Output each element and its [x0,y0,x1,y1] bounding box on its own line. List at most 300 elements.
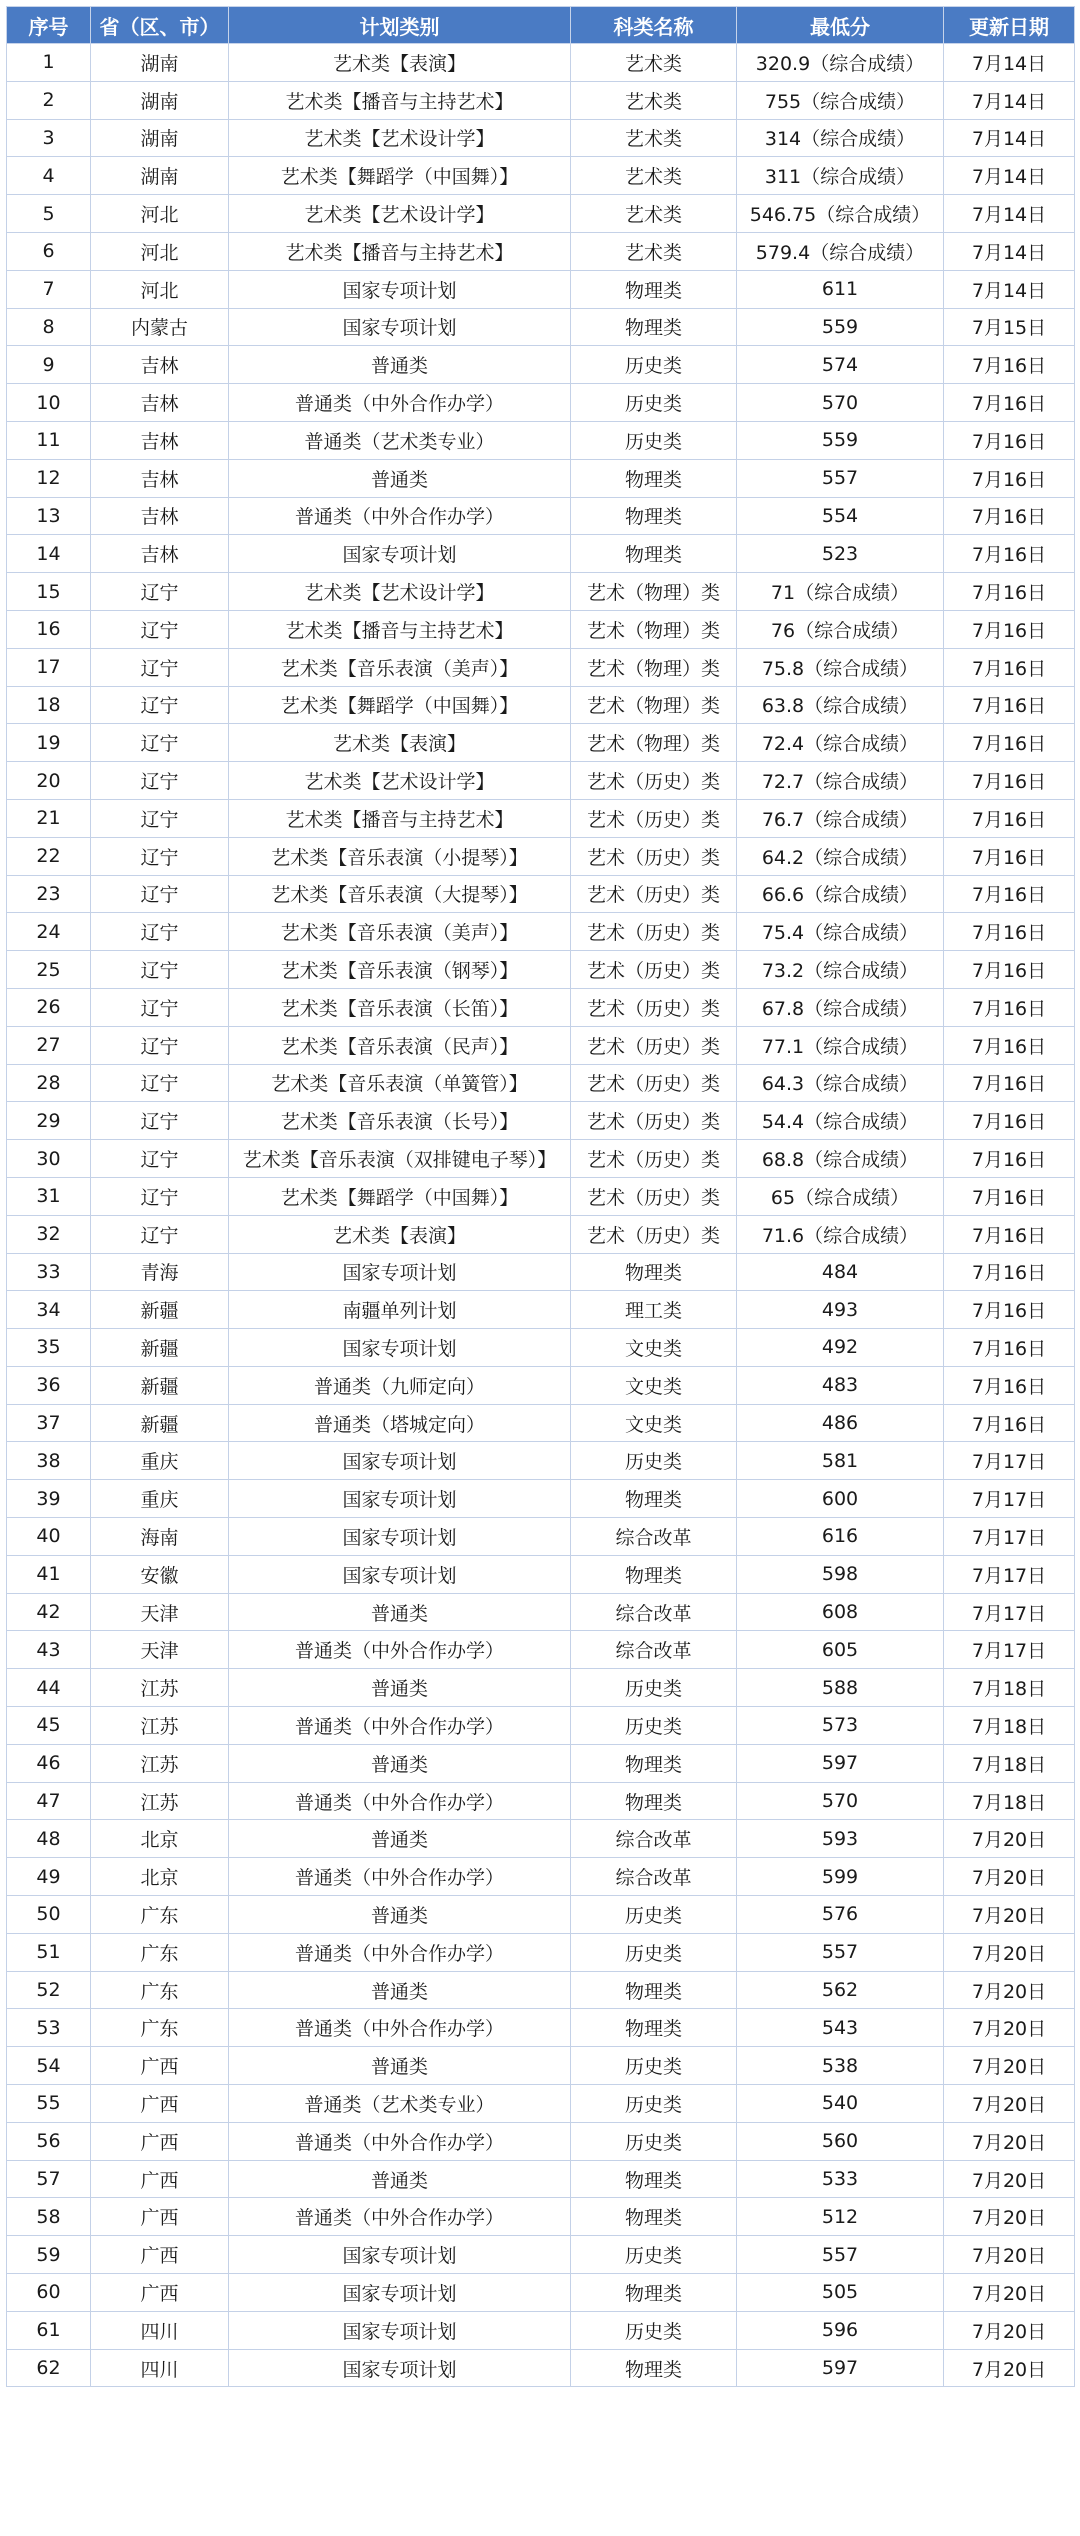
cell-plan-category: 普通类 [229,1669,571,1707]
cell-min-score: 540 [737,2085,944,2123]
cell-update-date: 7月16日 [944,1215,1075,1253]
cell-update-date: 7月16日 [944,1177,1075,1215]
cell-subject-type: 历史类 [571,346,737,384]
cell-province: 辽宁 [91,1102,229,1140]
cell-index: 43 [7,1631,91,1669]
cell-min-score: 543 [737,2009,944,2047]
cell-plan-category: 国家专项计划 [229,1442,571,1480]
cell-subject-type: 艺术（历史）类 [571,913,737,951]
cell-plan-category: 普通类（九师定向） [229,1366,571,1404]
cell-min-score: 68.8（综合成绩） [737,1140,944,1178]
cell-index: 13 [7,497,91,535]
cell-plan-category: 普通类（艺术类专业） [229,2085,571,2123]
cell-update-date: 7月17日 [944,1593,1075,1631]
cell-plan-category: 国家专项计划 [229,2349,571,2387]
cell-index: 51 [7,1933,91,1971]
cell-subject-type: 艺术（历史）类 [571,837,737,875]
table-row [7,2122,1075,2160]
cell-update-date: 7月16日 [944,799,1075,837]
table-row [7,610,1075,648]
cell-province: 吉林 [91,497,229,535]
cell-plan-category: 艺术类【艺术设计学】 [229,573,571,611]
cell-province: 新疆 [91,1329,229,1367]
cell-update-date: 7月20日 [944,1820,1075,1858]
cell-min-score: 560 [737,2122,944,2160]
table-row [7,232,1075,270]
cell-update-date: 7月17日 [944,1442,1075,1480]
cell-update-date: 7月16日 [944,1140,1075,1178]
cell-index: 34 [7,1291,91,1329]
cell-province: 重庆 [91,1442,229,1480]
cell-subject-type: 艺术类 [571,157,737,195]
cell-min-score: 76（综合成绩） [737,610,944,648]
cell-subject-type: 物理类 [571,308,737,346]
cell-province: 广西 [91,2274,229,2312]
cell-update-date: 7月16日 [944,648,1075,686]
cell-plan-category: 艺术类【艺术设计学】 [229,119,571,157]
cell-min-score: 72.7（综合成绩） [737,762,944,800]
cell-subject-type: 艺术（历史）类 [571,1102,737,1140]
cell-update-date: 7月16日 [944,573,1075,611]
table-row [7,157,1075,195]
cell-index: 23 [7,875,91,913]
cell-index: 28 [7,1064,91,1102]
cell-index: 30 [7,1140,91,1178]
cell-update-date: 7月14日 [944,157,1075,195]
table-row [7,497,1075,535]
table-row [7,1858,1075,1896]
cell-index: 45 [7,1707,91,1745]
table-row [7,2311,1075,2349]
cell-subject-type: 文史类 [571,1366,737,1404]
cell-index: 37 [7,1404,91,1442]
cell-province: 吉林 [91,459,229,497]
cell-province: 辽宁 [91,686,229,724]
cell-update-date: 7月17日 [944,1518,1075,1556]
cell-index: 53 [7,2009,91,2047]
cell-min-score: 554 [737,497,944,535]
cell-index: 47 [7,1782,91,1820]
table-row [7,2274,1075,2312]
cell-province: 江苏 [91,1744,229,1782]
cell-min-score: 523 [737,535,944,573]
header-index: 序号 [7,7,91,44]
cell-update-date: 7月18日 [944,1669,1075,1707]
cell-plan-category: 艺术类【音乐表演（双排键电子琴）】 [229,1140,571,1178]
cell-index: 18 [7,686,91,724]
cell-subject-type: 物理类 [571,2198,737,2236]
header-province: 省（区、市） [91,7,229,44]
cell-plan-category: 国家专项计划 [229,2311,571,2349]
cell-subject-type: 历史类 [571,1933,737,1971]
cell-province: 广东 [91,1933,229,1971]
cell-province: 江苏 [91,1707,229,1745]
cell-min-score: 600 [737,1480,944,1518]
cell-update-date: 7月18日 [944,1707,1075,1745]
cell-subject-type: 综合改革 [571,1820,737,1858]
cell-subject-type: 物理类 [571,535,737,573]
cell-min-score: 755（综合成绩） [737,81,944,119]
cell-subject-type: 艺术类 [571,195,737,233]
table-row [7,799,1075,837]
cell-subject-type: 艺术类 [571,232,737,270]
table-row [7,1555,1075,1593]
cell-subject-type: 艺术类 [571,119,737,157]
cell-update-date: 7月17日 [944,1480,1075,1518]
table-row [7,1442,1075,1480]
cell-province: 辽宁 [91,988,229,1026]
cell-plan-category: 普通类（中外合作办学） [229,1707,571,1745]
cell-plan-category: 普通类 [229,1820,571,1858]
table-row [7,270,1075,308]
cell-update-date: 7月15日 [944,308,1075,346]
cell-index: 60 [7,2274,91,2312]
cell-province: 湖南 [91,119,229,157]
cell-plan-category: 普通类 [229,346,571,384]
cell-update-date: 7月16日 [944,497,1075,535]
cell-subject-type: 艺术（物理）类 [571,724,737,762]
cell-subject-type: 历史类 [571,1896,737,1934]
cell-plan-category: 南疆单列计划 [229,1291,571,1329]
cell-province: 辽宁 [91,1064,229,1102]
cell-min-score: 538 [737,2047,944,2085]
table-row [7,2198,1075,2236]
cell-update-date: 7月16日 [944,988,1075,1026]
cell-subject-type: 综合改革 [571,1631,737,1669]
cell-index: 42 [7,1593,91,1631]
table-row [7,988,1075,1026]
table-row [7,2085,1075,2123]
cell-min-score: 559 [737,421,944,459]
table-row [7,1820,1075,1858]
cell-subject-type: 物理类 [571,1555,737,1593]
table-row [7,195,1075,233]
cell-province: 河北 [91,232,229,270]
cell-province: 广西 [91,2160,229,2198]
cell-index: 2 [7,81,91,119]
cell-update-date: 7月17日 [944,1555,1075,1593]
cell-subject-type: 艺术类 [571,81,737,119]
cell-plan-category: 普通类 [229,1593,571,1631]
table-row [7,648,1075,686]
cell-min-score: 608 [737,1593,944,1631]
cell-min-score: 559 [737,308,944,346]
cell-update-date: 7月16日 [944,535,1075,573]
table-row [7,1707,1075,1745]
cell-update-date: 7月16日 [944,1291,1075,1329]
cell-update-date: 7月14日 [944,232,1075,270]
cell-update-date: 7月16日 [944,610,1075,648]
cell-plan-category: 普通类（中外合作办学） [229,2198,571,2236]
cell-subject-type: 历史类 [571,2122,737,2160]
cell-update-date: 7月20日 [944,1858,1075,1896]
cell-province: 四川 [91,2311,229,2349]
cell-subject-type: 物理类 [571,1971,737,2009]
cell-min-score: 598 [737,1555,944,1593]
cell-subject-type: 物理类 [571,497,737,535]
cell-index: 21 [7,799,91,837]
cell-min-score: 605 [737,1631,944,1669]
cell-update-date: 7月14日 [944,44,1075,82]
cell-index: 38 [7,1442,91,1480]
cell-min-score: 593 [737,1820,944,1858]
cell-plan-category: 国家专项计划 [229,270,571,308]
cell-subject-type: 物理类 [571,270,737,308]
cell-index: 12 [7,459,91,497]
cell-min-score: 492 [737,1329,944,1367]
table-row [7,346,1075,384]
cell-subject-type: 艺术（物理）类 [571,686,737,724]
cell-min-score: 75.8（综合成绩） [737,648,944,686]
cell-province: 湖南 [91,44,229,82]
cell-index: 26 [7,988,91,1026]
cell-province: 天津 [91,1593,229,1631]
cell-province: 天津 [91,1631,229,1669]
cell-province: 湖南 [91,157,229,195]
cell-plan-category: 国家专项计划 [229,535,571,573]
cell-min-score: 505 [737,2274,944,2312]
cell-index: 5 [7,195,91,233]
cell-subject-type: 文史类 [571,1329,737,1367]
table-row [7,1329,1075,1367]
cell-province: 广西 [91,2047,229,2085]
cell-subject-type: 艺术（历史）类 [571,1064,737,1102]
table-row [7,573,1075,611]
cell-update-date: 7月16日 [944,1064,1075,1102]
cell-update-date: 7月20日 [944,2085,1075,2123]
cell-plan-category: 国家专项计划 [229,2236,571,2274]
cell-province: 辽宁 [91,762,229,800]
cell-subject-type: 历史类 [571,2311,737,2349]
cell-plan-category: 艺术类【音乐表演（美声）】 [229,648,571,686]
cell-min-score: 484 [737,1253,944,1291]
cell-plan-category: 普通类 [229,1896,571,1934]
cell-index: 14 [7,535,91,573]
cell-plan-category: 艺术类【舞蹈学（中国舞）】 [229,686,571,724]
cell-update-date: 7月16日 [944,686,1075,724]
cell-plan-category: 普通类 [229,2160,571,2198]
cell-update-date: 7月20日 [944,2122,1075,2160]
header-min-score: 最低分 [737,7,944,44]
cell-update-date: 7月16日 [944,1102,1075,1140]
cell-update-date: 7月20日 [944,2047,1075,2085]
cell-update-date: 7月20日 [944,2198,1075,2236]
cell-subject-type: 综合改革 [571,1593,737,1631]
table-row [7,1669,1075,1707]
table-header [7,7,1075,44]
table-row [7,1177,1075,1215]
cell-subject-type: 艺术（历史）类 [571,1140,737,1178]
cell-index: 4 [7,157,91,195]
cell-province: 安徽 [91,1555,229,1593]
cell-update-date: 7月16日 [944,421,1075,459]
cell-province: 河北 [91,270,229,308]
cell-subject-type: 历史类 [571,384,737,422]
cell-subject-type: 物理类 [571,459,737,497]
cell-subject-type: 艺术（物理）类 [571,648,737,686]
cell-province: 辽宁 [91,1177,229,1215]
cell-plan-category: 艺术类【音乐表演（单簧管）】 [229,1064,571,1102]
table-row [7,837,1075,875]
cell-index: 24 [7,913,91,951]
table-row [7,421,1075,459]
cell-index: 25 [7,951,91,989]
cell-province: 广西 [91,2085,229,2123]
cell-province: 河北 [91,195,229,233]
table-row [7,119,1075,157]
cell-province: 北京 [91,1858,229,1896]
cell-update-date: 7月18日 [944,1744,1075,1782]
table-row [7,875,1075,913]
cell-min-score: 76.7（综合成绩） [737,799,944,837]
cell-plan-category: 普通类（中外合作办学） [229,1858,571,1896]
table-row [7,384,1075,422]
cell-province: 青海 [91,1253,229,1291]
cell-index: 55 [7,2085,91,2123]
cell-min-score: 557 [737,459,944,497]
cell-province: 广东 [91,1896,229,1934]
table-row [7,1971,1075,2009]
cell-update-date: 7月16日 [944,1329,1075,1367]
cell-index: 6 [7,232,91,270]
table-row [7,686,1075,724]
table-row [7,1026,1075,1064]
cell-plan-category: 艺术类【播音与主持艺术】 [229,799,571,837]
cell-update-date: 7月16日 [944,384,1075,422]
cell-plan-category: 国家专项计划 [229,1555,571,1593]
cell-min-score: 581 [737,1442,944,1480]
cell-plan-category: 普通类（艺术类专业） [229,421,571,459]
cell-subject-type: 综合改革 [571,1518,737,1556]
table-row [7,724,1075,762]
cell-index: 52 [7,1971,91,2009]
cell-min-score: 64.2（综合成绩） [737,837,944,875]
cell-plan-category: 艺术类【音乐表演（长号）】 [229,1102,571,1140]
header-row [7,7,1075,44]
cell-update-date: 7月16日 [944,1404,1075,1442]
table-row [7,1933,1075,1971]
cell-update-date: 7月14日 [944,195,1075,233]
cell-min-score: 64.3（综合成绩） [737,1064,944,1102]
cell-update-date: 7月20日 [944,2009,1075,2047]
cell-index: 48 [7,1820,91,1858]
cell-subject-type: 艺术（物理）类 [571,573,737,611]
cell-province: 辽宁 [91,573,229,611]
cell-index: 36 [7,1366,91,1404]
cell-subject-type: 物理类 [571,1744,737,1782]
score-table [6,6,1075,2387]
cell-min-score: 67.8（综合成绩） [737,988,944,1026]
cell-index: 46 [7,1744,91,1782]
cell-min-score: 72.4（综合成绩） [737,724,944,762]
cell-province: 辽宁 [91,951,229,989]
cell-plan-category: 国家专项计划 [229,1329,571,1367]
cell-min-score: 320.9（综合成绩） [737,44,944,82]
cell-update-date: 7月16日 [944,1366,1075,1404]
table-row [7,308,1075,346]
cell-province: 北京 [91,1820,229,1858]
table-row [7,1102,1075,1140]
cell-plan-category: 普通类（中外合作办学） [229,2009,571,2047]
cell-min-score: 597 [737,1744,944,1782]
cell-province: 新疆 [91,1366,229,1404]
cell-index: 59 [7,2236,91,2274]
cell-min-score: 573 [737,1707,944,1745]
cell-province: 吉林 [91,384,229,422]
cell-province: 辽宁 [91,799,229,837]
cell-subject-type: 物理类 [571,2009,737,2047]
cell-plan-category: 国家专项计划 [229,2274,571,2312]
cell-subject-type: 综合改革 [571,1858,737,1896]
cell-plan-category: 普通类（塔城定向） [229,1404,571,1442]
cell-update-date: 7月16日 [944,459,1075,497]
cell-min-score: 599 [737,1858,944,1896]
cell-province: 新疆 [91,1291,229,1329]
cell-plan-category: 艺术类【表演】 [229,724,571,762]
cell-subject-type: 艺术（历史）类 [571,1026,737,1064]
cell-min-score: 483 [737,1366,944,1404]
cell-min-score: 576 [737,1896,944,1934]
table-row [7,2047,1075,2085]
cell-province: 辽宁 [91,837,229,875]
cell-subject-type: 艺术（历史）类 [571,875,737,913]
cell-index: 54 [7,2047,91,2085]
cell-min-score: 71（综合成绩） [737,573,944,611]
cell-plan-category: 普通类（中外合作办学） [229,1782,571,1820]
cell-province: 四川 [91,2349,229,2387]
table-row [7,1896,1075,1934]
cell-plan-category: 普通类（中外合作办学） [229,2122,571,2160]
cell-index: 39 [7,1480,91,1518]
cell-index: 11 [7,421,91,459]
cell-min-score: 611 [737,270,944,308]
cell-subject-type: 文史类 [571,1404,737,1442]
cell-subject-type: 艺术（历史）类 [571,1215,737,1253]
cell-update-date: 7月20日 [944,1971,1075,2009]
cell-plan-category: 艺术类【舞蹈学（中国舞）】 [229,1177,571,1215]
cell-province: 辽宁 [91,913,229,951]
cell-province: 广东 [91,1971,229,2009]
cell-min-score: 557 [737,2236,944,2274]
cell-update-date: 7月20日 [944,2349,1075,2387]
cell-index: 29 [7,1102,91,1140]
cell-index: 22 [7,837,91,875]
cell-province: 海南 [91,1518,229,1556]
cell-province: 辽宁 [91,610,229,648]
cell-index: 27 [7,1026,91,1064]
table-row [7,44,1075,82]
cell-index: 7 [7,270,91,308]
cell-subject-type: 物理类 [571,1253,737,1291]
cell-min-score: 597 [737,2349,944,2387]
cell-index: 32 [7,1215,91,1253]
cell-index: 44 [7,1669,91,1707]
cell-subject-type: 历史类 [571,1707,737,1745]
cell-plan-category: 普通类（中外合作办学） [229,384,571,422]
cell-update-date: 7月16日 [944,913,1075,951]
cell-plan-category: 艺术类【音乐表演（美声）】 [229,913,571,951]
cell-index: 20 [7,762,91,800]
cell-min-score: 311（综合成绩） [737,157,944,195]
cell-min-score: 512 [737,2198,944,2236]
cell-plan-category: 艺术类【音乐表演（民声）】 [229,1026,571,1064]
cell-plan-category: 普通类 [229,1971,571,2009]
cell-subject-type: 艺术（历史）类 [571,762,737,800]
cell-province: 吉林 [91,535,229,573]
cell-index: 57 [7,2160,91,2198]
cell-index: 50 [7,1896,91,1934]
table-row [7,535,1075,573]
